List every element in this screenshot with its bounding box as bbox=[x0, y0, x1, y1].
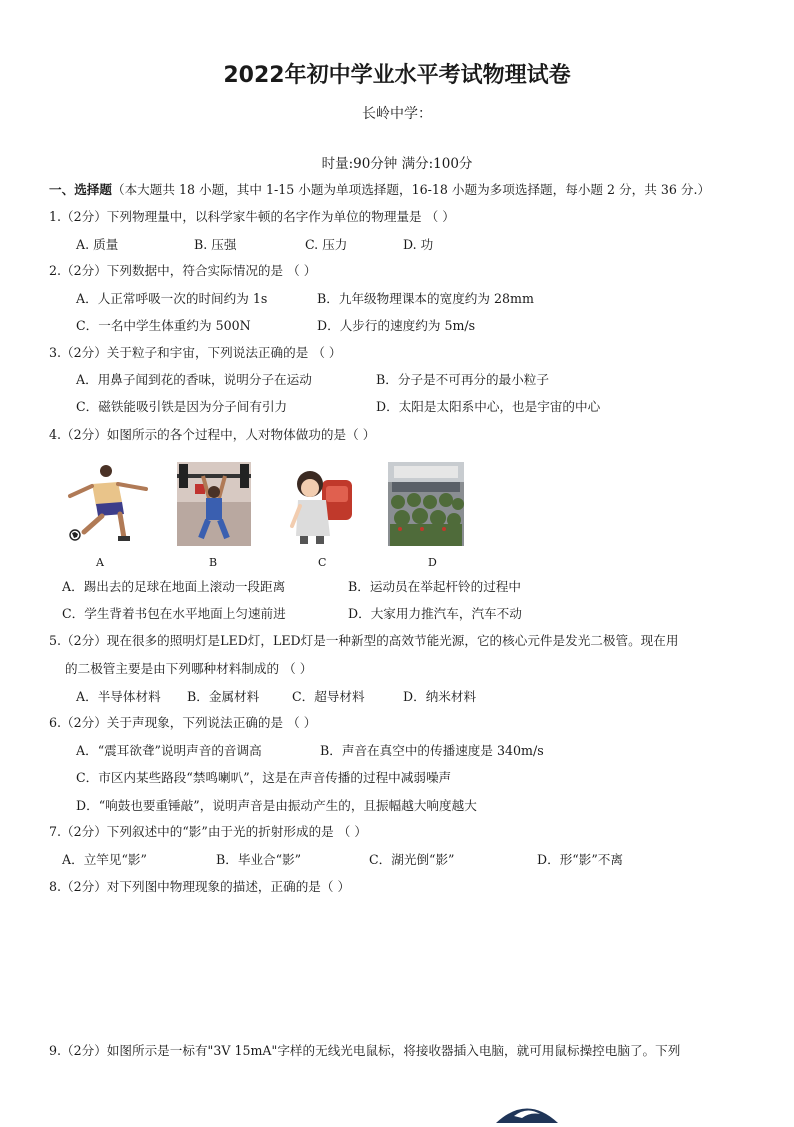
q4-option-d: D．大家用力推汽车，汽车不动 bbox=[348, 606, 522, 621]
q1-option-c: C. 压力 bbox=[305, 237, 348, 252]
figure-b-weightlifter bbox=[177, 462, 251, 546]
q7-option-a: A．立竿见“影” bbox=[62, 852, 147, 867]
school-name: 长岭中学： bbox=[362, 106, 432, 122]
figure-d-pushing-car bbox=[388, 462, 464, 546]
q1-option-a: A. 质量 bbox=[76, 237, 119, 252]
section-heading-row bbox=[49, 181, 710, 199]
q6-option-a: A．“震耳欲聋”说明声音的音调高 bbox=[76, 743, 262, 758]
q4-option-a: A．踢出去的足球在地面上滚动一段距离 bbox=[62, 579, 286, 594]
question-1-stem: 1.（2分）下列物理量中，以科学家牛顿的名字作为单位的物理量是 （ ） bbox=[49, 209, 455, 224]
q7-option-d: D．形“影”不离 bbox=[537, 852, 623, 867]
question-5-stem-continued: 的二极管主要是由下列哪种材料制成的 （ ） bbox=[65, 661, 313, 676]
q4-option-c: C．学生背着书包在水平地面上匀速前进 bbox=[62, 606, 286, 621]
question-2-stem: 2.（2分）下列数据中，符合实际情况的是 （ ） bbox=[49, 263, 317, 278]
q5-option-c: C．超导材料 bbox=[292, 689, 365, 704]
q5-option-a: A．半导体材料 bbox=[76, 689, 161, 704]
q2-option-a: A．人正常呼吸一次的时间约为 1s bbox=[76, 291, 268, 306]
question-7-stem: 7.（2分）下列叙述中的“影”由于光的折射形成的是 （ ） bbox=[49, 824, 367, 839]
q2-option-c: C．一名中学生体重约为 500N bbox=[76, 318, 251, 333]
q2-option-b: B．九年级物理课本的宽度约为 28mm bbox=[317, 291, 534, 306]
question-5-stem: 5.（2分）现在很多的照明灯是LED灯，LED灯是一种新型的高效节能光源，它的核心元件是发光二极管。现在用 bbox=[49, 633, 679, 648]
q1-option-b: B. 压强 bbox=[194, 237, 237, 252]
figure-label-d: D bbox=[428, 556, 437, 569]
section-heading: 一、选择题 bbox=[49, 182, 112, 197]
q2-option-d: D．人步行的速度约为 5m/s bbox=[317, 318, 476, 333]
q6-option-c: C．市区内某些路段“禁鸣喇叭”，这是在声音传播的过程中减弱噪声 bbox=[76, 770, 452, 785]
question-6-stem: 6.（2分）关于声现象，下列说法正确的是 （ ） bbox=[49, 715, 317, 730]
q3-option-c: C．磁铁能吸引铁是因为分子间有引力 bbox=[76, 399, 288, 414]
q7-option-c: C．湖光倒“影” bbox=[369, 852, 455, 867]
section-description: （本大题共 18 小题，其中 1-15 小题为单项选择题，16-18 小题为多项选择题，每小题 2 分，共 36 分.） bbox=[111, 182, 711, 197]
q1-option-d: D. 功 bbox=[403, 237, 434, 252]
question-9-stem: 9.（2分）如图所示是一标有"3V 15mA"字样的无线光电鼠标，将接收器插入电脑，就可用鼠标操控电脑了。下列 bbox=[49, 1043, 681, 1058]
figure-label-c: C bbox=[318, 556, 327, 569]
figure-c-student-backpack bbox=[286, 462, 356, 546]
figure-a-soccer-player bbox=[62, 462, 150, 546]
q7-option-b: B．毕业合“影” bbox=[216, 852, 302, 867]
question-3-stem: 3.（2分）关于粒子和宇宙，下列说法正确的是 （ ） bbox=[49, 345, 342, 360]
question-8-stem: 8.（2分）对下列图中物理现象的描述，正确的是（ ） bbox=[49, 879, 351, 894]
q4-option-b: B．运动员在举起杆铃的过程中 bbox=[348, 579, 521, 594]
q5-option-b: B．金属材料 bbox=[187, 689, 260, 704]
page-title: 2022年初中学业水平考试物理试卷 bbox=[223, 63, 571, 88]
q5-option-d: D．纳米材料 bbox=[403, 689, 477, 704]
exam-timing: 时量:90分钟 满分:100分 bbox=[321, 156, 473, 172]
figure-label-b: B bbox=[209, 556, 218, 569]
q3-option-b: B．分子是不可再分的最小粒子 bbox=[376, 372, 549, 387]
q3-option-d: D．太阳是太阳系中心，也是宇宙的中心 bbox=[376, 399, 601, 414]
question-4-stem: 4.（2分）如图所示的各个过程中，人对物体做功的是（ ） bbox=[49, 427, 376, 442]
figure-label-a: A bbox=[96, 556, 104, 569]
watermark-logo bbox=[496, 1100, 558, 1123]
q6-option-d: D．“响鼓也要重锤敲”，说明声音是由振动产生的，且振幅越大响度越大 bbox=[76, 798, 477, 813]
q3-option-a: A．用鼻子闻到花的香味，说明分子在运动 bbox=[76, 372, 312, 387]
q6-option-b: B．声音在真空中的传播速度是 340m/s bbox=[320, 743, 544, 758]
